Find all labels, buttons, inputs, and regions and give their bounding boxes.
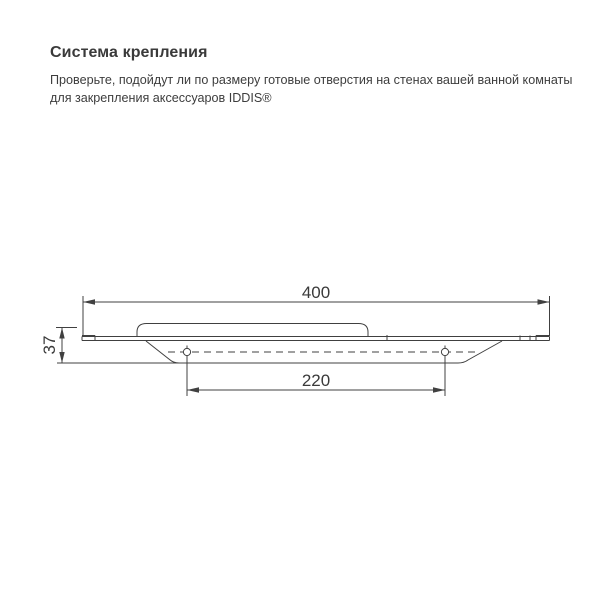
dimension-hole-spacing <box>187 371 445 393</box>
shelf-bar <box>82 337 550 341</box>
dimension-overall-width <box>83 283 550 336</box>
mounting-hole-left <box>183 348 190 355</box>
product-outline <box>57 324 550 364</box>
description-line-1: Проверьте, подойдут ли по размеру готовые отверстия на стенах вашей ванной комнаты <box>50 73 573 87</box>
dim-400-arrow-left <box>83 299 95 304</box>
mounting-hole-right <box>441 348 448 355</box>
dim-220-arrow-left <box>187 387 199 392</box>
dim-37-arrow-bottom <box>59 352 64 363</box>
dim-400-arrow-right <box>538 299 550 304</box>
rail-profile <box>137 324 368 337</box>
dimension-profile-height <box>40 328 77 364</box>
dim-37-arrow-top <box>59 328 64 339</box>
dim-220-arrow-right <box>433 387 445 392</box>
description-line-2: для закрепления аксессуаров IDDIS® <box>50 91 272 105</box>
bracket-right-slant <box>458 341 502 363</box>
dim-height-label: 37 <box>40 335 59 355</box>
section-title: Система крепления <box>50 44 208 61</box>
dim-hole-spacing-label: 220 <box>301 371 331 390</box>
dim-overall-width-label: 400 <box>301 283 331 302</box>
